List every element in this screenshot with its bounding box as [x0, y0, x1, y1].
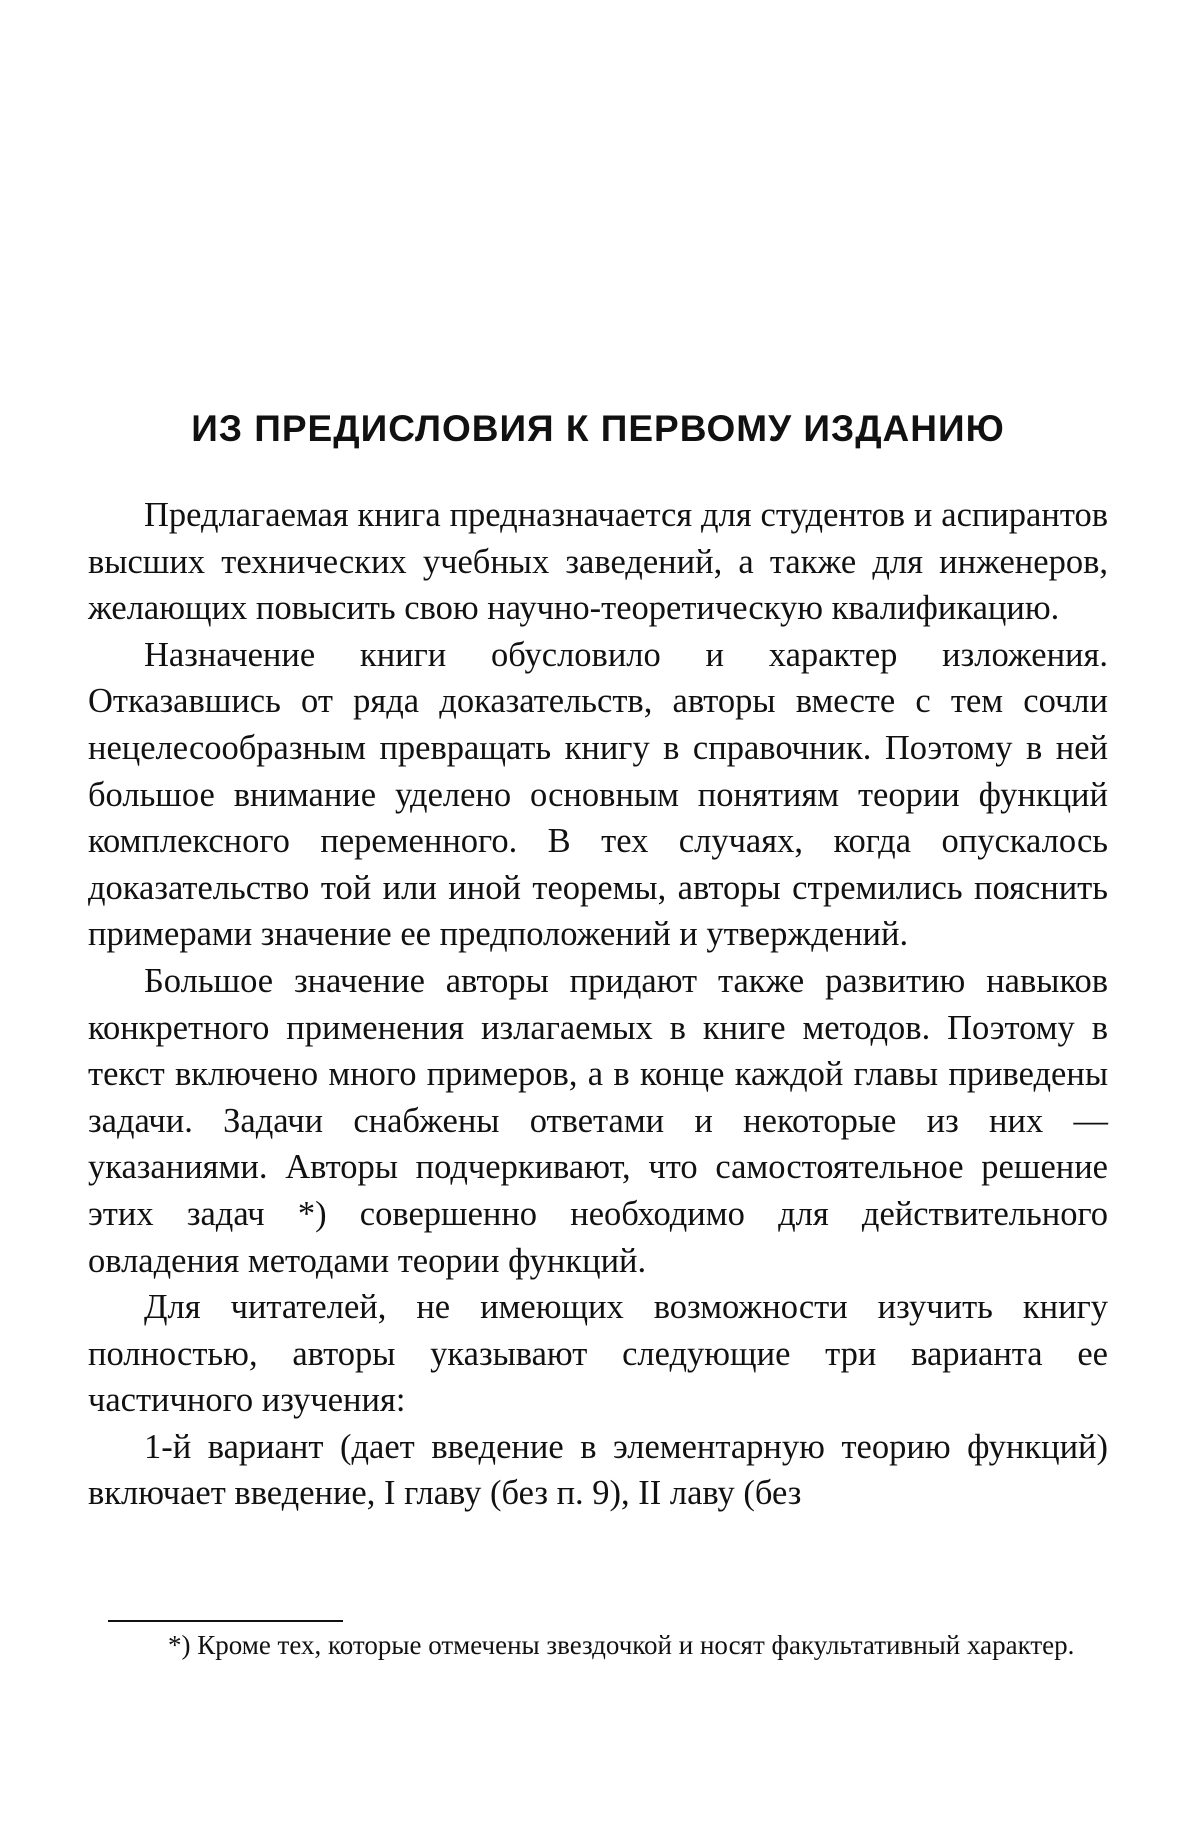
footnote: *) Кроме тех, которые отмечены звездочкой и носят факультативный характер. [168, 1630, 1075, 1660]
preface-body [88, 492, 1108, 1517]
paragraph-2: Назначение книги обусловило и характер изложения. Отказавшись от ряда доказательств, авторы вместе с тем сочли нецелесообразным превращать книгу в справочник. Поэтому в ней большое внимание уделено основным понятиям теории функций комплексного переменного. В тех случаях, когда опускалось доказательство той или иной теоремы, авторы стремились пояснить примерами значение ее предположений и утверждений. [88, 635, 1108, 954]
book-page [88, 0, 1108, 1831]
paragraph-4: Для читателей, не имеющих возможности изучить книгу полностью, авторы указывают следующие три варианта ее частичного изучения: [88, 1288, 1108, 1420]
footnote-divider [108, 1620, 343, 1622]
paragraph-5: 1-й вариант (дает введение в элементарную теорию функций) включает введение, I главу (без п. 9), II лаву (без [88, 1427, 1108, 1513]
paragraph-3: Большое значение авторы придают также развитию навыков конкретного применения излагаемых в книге методов. Поэтому в текст включено много примеров, а в конце каждой главы приведены задачи. Задачи снабжены ответами и некоторые из них — указаниями. Авторы подчеркивают, что самостоятельное решение этих задач *) совершенно необходимо для действительного овладения методами теории функций. [88, 961, 1108, 1280]
section-heading: ИЗ ПРЕДИСЛОВИЯ К ПЕРВОМУ ИЗДАНИЮ [191, 408, 1005, 449]
paragraph-1: Предлагаемая книга предназначается для студентов и аспирантов высших технических учебных заведений, а также для инженеров, желающих повысить свою научно-теоретическую квалификацию. [88, 496, 1108, 628]
